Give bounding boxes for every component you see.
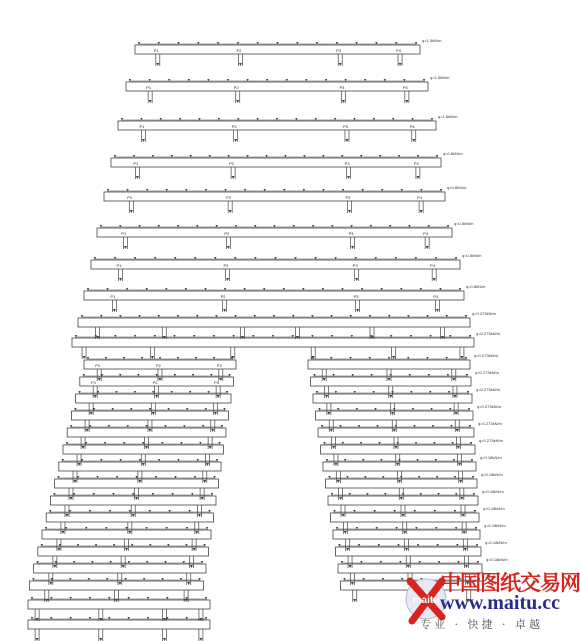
- load-label: q=0.18kN/m: [485, 540, 507, 545]
- point-arrow-icon: [389, 395, 392, 398]
- point-arrow-icon: [122, 565, 125, 568]
- point-arrow-icon: [346, 548, 349, 551]
- point-arrow-icon: [90, 412, 93, 415]
- beam: [308, 360, 470, 369]
- point-arrow-icon: [199, 618, 202, 621]
- load-label: q=0.18kN/m: [482, 489, 504, 494]
- point-arrow-icon: [349, 565, 352, 568]
- point-label: P1: [116, 263, 122, 268]
- point-arrow-icon: [405, 548, 408, 551]
- point-label: P2: [223, 263, 229, 268]
- point-arrow-icon: [130, 210, 133, 213]
- point-arrow-icon: [124, 246, 127, 249]
- point-label: P1: [133, 161, 139, 166]
- point-label: P3: [344, 161, 350, 166]
- point-label: P3: [353, 294, 359, 299]
- point-arrow-icon: [464, 548, 467, 551]
- beam: [50, 496, 216, 505]
- point-arrow-icon: [459, 480, 462, 483]
- point-arrow-icon: [217, 395, 220, 398]
- point-arrow-icon: [135, 497, 138, 500]
- point-arrow-icon: [351, 582, 354, 585]
- point-arrow-icon: [399, 63, 402, 66]
- point-arrow-icon: [388, 378, 391, 381]
- point-arrow-icon: [232, 176, 235, 179]
- beam: [84, 291, 464, 300]
- beam: [78, 318, 470, 327]
- point-arrow-icon: [229, 210, 232, 213]
- point-arrow-icon: [405, 100, 408, 103]
- point-label: P4: [430, 263, 436, 268]
- load-label: q=0.273kN/m: [478, 421, 502, 426]
- point-arrow-icon: [436, 309, 439, 312]
- point-arrow-icon: [347, 176, 350, 179]
- point-arrow-icon: [136, 176, 139, 179]
- beam: [28, 600, 210, 609]
- point-label: P2: [231, 124, 237, 129]
- point-arrow-icon: [49, 582, 52, 585]
- point-arrow-icon: [163, 336, 166, 339]
- point-label: P4: [409, 124, 415, 129]
- beam: [76, 394, 231, 403]
- beam: [59, 462, 221, 471]
- point-label: P1: [139, 124, 145, 129]
- load-label: q=0.273kN/m: [472, 311, 496, 316]
- point-arrow-icon: [65, 514, 68, 517]
- point-arrow-icon: [149, 100, 152, 103]
- load-label: q=0.18kN/m: [486, 557, 508, 562]
- point-arrow-icon: [119, 278, 122, 281]
- load-label: q=0.8kN/m: [443, 151, 463, 156]
- beam: [38, 547, 209, 556]
- beam: [63, 445, 224, 454]
- point-arrow-icon: [296, 336, 299, 339]
- point-arrow-icon: [325, 395, 328, 398]
- point-label: P3: [342, 124, 348, 129]
- load-label: q=0.273kN/m: [476, 331, 500, 336]
- point-arrow-icon: [457, 446, 460, 449]
- watermark-url: www.maitu.cc: [440, 592, 560, 614]
- point-arrow-icon: [345, 139, 348, 142]
- point-label: P2: [224, 231, 230, 236]
- load-label: q=0.8kN/m: [462, 253, 482, 258]
- point-label: P4: [413, 161, 419, 166]
- point-arrow-icon: [353, 599, 356, 602]
- point-arrow-icon: [201, 497, 204, 500]
- point-arrow-icon: [206, 463, 209, 466]
- point-arrow-icon: [152, 412, 155, 415]
- point-arrow-icon: [187, 582, 190, 585]
- point-arrow-icon: [412, 139, 415, 142]
- point-label: P2: [156, 363, 161, 368]
- beam: [91, 260, 460, 269]
- point-arrow-icon: [337, 480, 340, 483]
- point-label: P1: [110, 294, 116, 299]
- point-arrow-icon: [163, 618, 166, 621]
- load-label: q=0.8kN/m: [447, 185, 467, 190]
- point-arrow-icon: [402, 514, 405, 517]
- beam: [126, 82, 428, 91]
- point-arrow-icon: [203, 480, 206, 483]
- beam: [29, 581, 203, 590]
- point-arrow-icon: [94, 395, 97, 398]
- point-arrow-icon: [195, 531, 198, 534]
- point-arrow-icon: [452, 378, 455, 381]
- point-label: P3: [339, 85, 345, 90]
- point-arrow-icon: [323, 378, 326, 381]
- point-arrow-icon: [327, 412, 330, 415]
- point-arrow-icon: [463, 531, 466, 534]
- point-arrow-icon: [344, 531, 347, 534]
- point-arrow-icon: [198, 514, 201, 517]
- point-label: P3: [348, 231, 354, 236]
- point-arrow-icon: [395, 446, 398, 449]
- point-arrow-icon: [460, 497, 463, 500]
- point-label: P2: [220, 294, 226, 299]
- point-arrow-icon: [185, 599, 188, 602]
- watermark-slogan: 专业 · 快捷 · 卓越: [420, 618, 543, 631]
- load-label: q=0.18kN/m: [484, 523, 506, 528]
- load-label: q=0.8kN/m: [454, 221, 474, 226]
- watermark: [400, 565, 580, 641]
- point-arrow-icon: [416, 176, 419, 179]
- point-arrow-icon: [356, 309, 359, 312]
- point-arrow-icon: [209, 446, 212, 449]
- point-arrow-icon: [339, 63, 342, 66]
- point-arrow-icon: [456, 429, 459, 432]
- beam: [111, 158, 441, 167]
- point-label: P1: [121, 231, 127, 236]
- point-label: P1: [91, 380, 97, 385]
- load-label: q=1.5kN/m: [438, 114, 458, 119]
- load-label: q=0.273kN/m: [477, 404, 501, 409]
- point-arrow-icon: [132, 514, 135, 517]
- point-arrow-icon: [74, 480, 77, 483]
- point-arrow-icon: [211, 429, 214, 432]
- beam: [67, 428, 226, 437]
- point-arrow-icon: [223, 309, 226, 312]
- logo-text: maitu: [412, 595, 440, 606]
- point-label: P1: [127, 195, 133, 200]
- watermark-title: 中国图纸交易网: [440, 571, 580, 595]
- point-label: P4: [417, 195, 423, 200]
- point-arrow-icon: [148, 429, 151, 432]
- point-label: P3: [352, 263, 358, 268]
- point-arrow-icon: [53, 565, 56, 568]
- point-arrow-icon: [115, 599, 118, 602]
- point-arrow-icon: [462, 514, 465, 517]
- point-arrow-icon: [453, 395, 456, 398]
- point-arrow-icon: [460, 356, 463, 359]
- point-arrow-icon: [226, 278, 229, 281]
- point-arrow-icon: [145, 446, 148, 449]
- load-label: q=0.18kN/m: [481, 472, 503, 477]
- point-arrow-icon: [396, 463, 399, 466]
- point-arrow-icon: [426, 246, 429, 249]
- point-arrow-icon: [36, 618, 39, 621]
- beam: [71, 411, 228, 420]
- point-arrow-icon: [57, 548, 60, 551]
- point-arrow-icon: [342, 514, 345, 517]
- point-label: P3: [216, 363, 222, 368]
- point-arrow-icon: [69, 497, 72, 500]
- point-arrow-icon: [61, 531, 64, 534]
- point-label: P2: [152, 380, 158, 385]
- point-label: P2: [233, 85, 239, 90]
- point-label: P4: [433, 294, 439, 299]
- point-label: P1: [146, 85, 152, 90]
- beam: [42, 530, 211, 539]
- point-arrow-icon: [236, 100, 239, 103]
- point-arrow-icon: [227, 246, 230, 249]
- beam: [46, 513, 213, 522]
- point-arrow-icon: [214, 412, 217, 415]
- point-label: P2: [229, 161, 235, 166]
- beam-stack: [28, 38, 508, 641]
- load-label: q=0.18kN/m: [480, 455, 502, 460]
- load-label: q=1.5kN/m: [430, 75, 450, 80]
- point-arrow-icon: [391, 412, 394, 415]
- point-arrow-icon: [400, 497, 403, 500]
- point-arrow-icon: [332, 446, 335, 449]
- point-arrow-icon: [241, 336, 244, 339]
- point-label: P3: [336, 48, 342, 53]
- point-arrow-icon: [433, 278, 436, 281]
- point-label: P3: [345, 195, 351, 200]
- point-arrow-icon: [398, 480, 401, 483]
- point-arrow-icon: [393, 429, 396, 432]
- load-label: q=0.273kN/m: [476, 387, 500, 392]
- point-arrow-icon: [458, 463, 461, 466]
- point-arrow-icon: [371, 336, 374, 339]
- point-arrow-icon: [441, 336, 444, 339]
- beam: [55, 479, 219, 488]
- point-arrow-icon: [78, 463, 81, 466]
- point-arrow-icon: [234, 139, 237, 142]
- point-arrow-icon: [219, 378, 222, 381]
- point-arrow-icon: [455, 412, 458, 415]
- point-arrow-icon: [82, 446, 85, 449]
- beam: [135, 45, 420, 54]
- load-label: q=0.8kN/m: [466, 284, 486, 289]
- point-arrow-icon: [334, 463, 337, 466]
- beam: [97, 228, 452, 237]
- point-label: P2: [236, 48, 242, 53]
- point-arrow-icon: [193, 548, 196, 551]
- load-label: q=0.273kN/m: [479, 438, 503, 443]
- point-arrow-icon: [96, 336, 99, 339]
- point-arrow-icon: [342, 100, 345, 103]
- point-arrow-icon: [190, 565, 193, 568]
- point-arrow-icon: [355, 278, 358, 281]
- point-arrow-icon: [99, 618, 102, 621]
- point-label: P2: [226, 195, 232, 200]
- point-arrow-icon: [138, 480, 141, 483]
- point-arrow-icon: [98, 378, 101, 381]
- beam: [34, 564, 206, 573]
- point-arrow-icon: [239, 63, 242, 66]
- beam: [28, 620, 210, 629]
- load-label: q=0.273kN/m: [474, 353, 498, 358]
- point-arrow-icon: [118, 582, 121, 585]
- point-arrow-icon: [351, 246, 354, 249]
- point-arrow-icon: [151, 356, 154, 359]
- point-arrow-icon: [392, 356, 395, 359]
- point-arrow-icon: [403, 531, 406, 534]
- load-label: q=1.5kN/m: [422, 38, 442, 43]
- point-arrow-icon: [330, 429, 333, 432]
- point-label: P4: [396, 48, 401, 53]
- point-arrow-icon: [155, 395, 158, 398]
- point-arrow-icon: [113, 309, 116, 312]
- point-arrow-icon: [156, 63, 159, 66]
- point-label: P3: [214, 380, 220, 385]
- load-label: q=0.18kN/m: [483, 506, 505, 511]
- point-arrow-icon: [125, 548, 128, 551]
- point-arrow-icon: [83, 356, 86, 359]
- point-arrow-icon: [142, 463, 145, 466]
- point-label: P4: [402, 85, 408, 90]
- point-arrow-icon: [159, 378, 162, 381]
- point-label: P4: [423, 231, 429, 236]
- point-arrow-icon: [128, 531, 131, 534]
- point-arrow-icon: [142, 139, 145, 142]
- point-arrow-icon: [339, 497, 342, 500]
- point-arrow-icon: [348, 210, 351, 213]
- point-label: P1: [153, 48, 159, 53]
- beam: [104, 192, 445, 201]
- load-label: q=0.273kN/m: [475, 370, 499, 375]
- point-label: P1: [95, 363, 101, 368]
- point-arrow-icon: [86, 429, 89, 432]
- beam: [72, 338, 474, 347]
- beam: [118, 121, 436, 130]
- point-arrow-icon: [420, 210, 423, 213]
- point-arrow-icon: [45, 599, 48, 602]
